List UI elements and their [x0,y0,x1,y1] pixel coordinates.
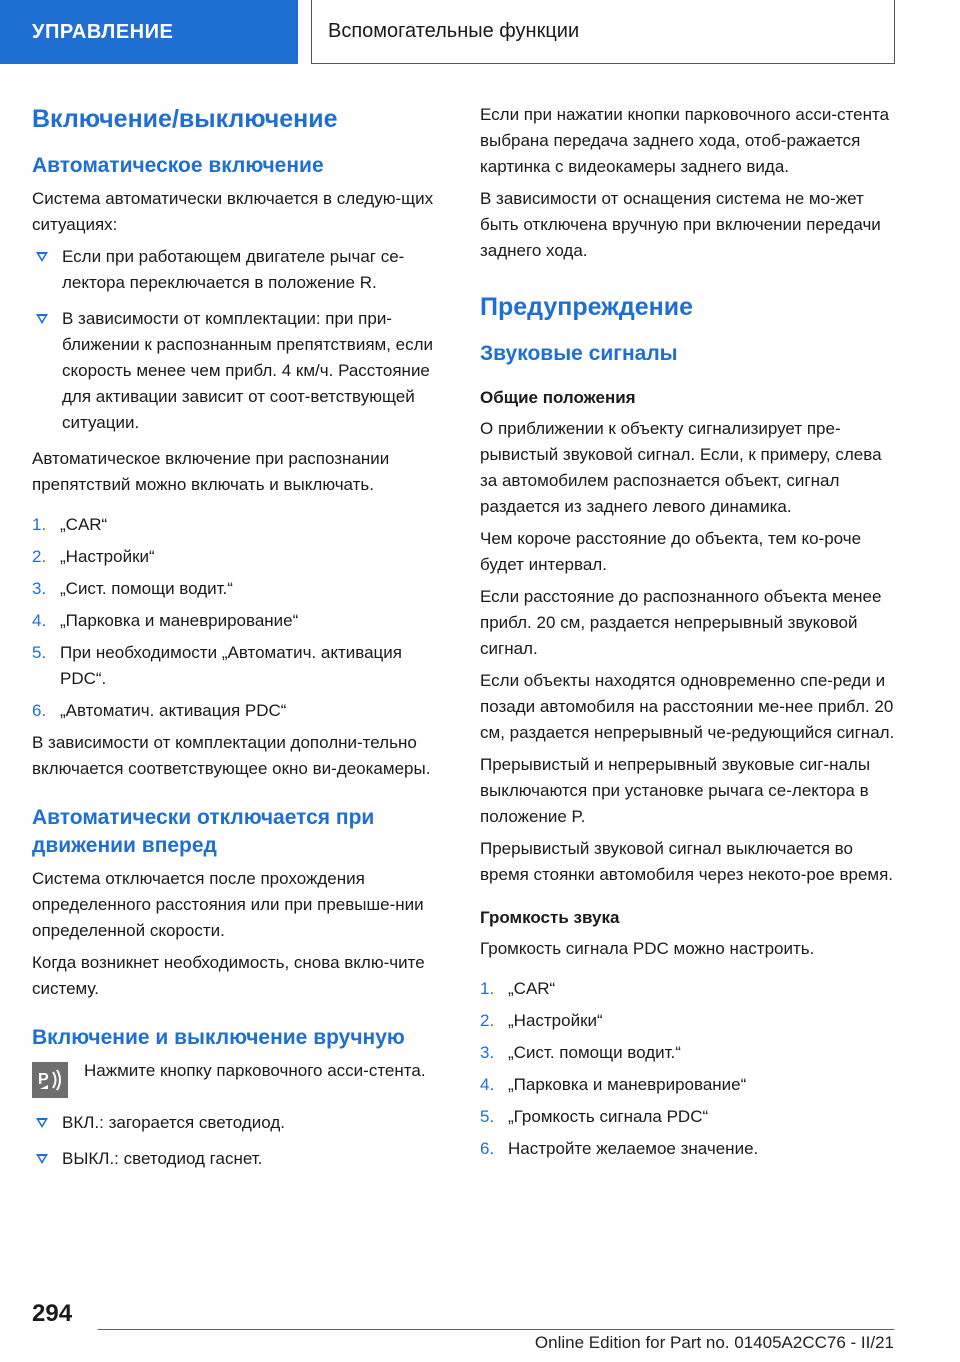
paragraph: Если расстояние до распознанного объекта менее прибл. 20 см, раздается непрерывный звуковой сигнал. [480,587,882,658]
step-item: 2. „Настройки“ [480,1011,603,1030]
paragraph: Прерывистый и непрерывный звуковые сиг-налы выключаются при установке рычага се-лектора в положение P. [480,755,871,826]
bullet-item: Если при работающем двигателе рычаг се-лектора переключается в положение R. [32,244,450,296]
step-item: 2. „Настройки“ [32,547,155,566]
paragraph: Прерывистый звуковой сигнал выключается во время стоянки автомобиля через некото-рое время. [480,839,894,884]
paragraph: О приближении к объекту сигнализирует пре-рывистый звуковой сигнал. Если, к примеру, слева за автомобилем распознается объект, сигнал раздается из заднего левого динамика. [480,419,882,516]
parking-assistant-button-icon [32,1062,68,1098]
header-chapter-label: Вспомогательные функции [328,20,580,42]
paragraph: Автоматическое включение при распознании препятствий можно включать и выключать. [32,449,390,494]
step-item: 4. „Парковка и маневрирование“ [480,1075,747,1094]
subsection-title-manual: Включение и выключение вручную [32,1026,405,1049]
subsection-title-sound: Звуковые сигналы [480,342,678,365]
step-item: 6. „Автоматич. активация PDC“ [32,701,287,720]
section-title-warning: Предупреждение [480,293,694,321]
paragraph: Система автоматически включается в следую-щих ситуациях: [32,189,434,234]
step-list [32,512,450,724]
footer-edition: Online Edition for Part no. 01405A2CC76 - II/21 [534,1333,894,1352]
paragraph: Чем короче расстояние до объекта, тем ко-роче будет интервал. [480,529,862,574]
step-item: 5. „Громкость сигнала PDC“ [480,1107,709,1126]
step-item: 1. „CAR“ [32,515,108,534]
svg-text:P: P [38,1071,49,1088]
bullet-list [32,244,450,436]
right-column [480,102,898,1168]
footer-divider [98,1329,894,1330]
subsection-title-auto-off: Автоматически отключается при движении вперед [32,806,375,857]
bullet-item: В зависимости от комплектации: при при-ближении к распознанным препятствиям, если скорость менее чем прибл. 4 км/ч. Расстояние для активации зависит от соот-ветствующей ситуации. [32,306,450,436]
header-chapter [311,0,895,64]
paragraph: Когда возникнет необходимость, снова вклю-чите систему. [32,953,425,998]
paragraph: Если объекты находятся одновременно спе-реди и позади автомобиля на расстоянии ме-нее прибл. 20 см, раздается непрерывный че-редующийся сигнал. [480,671,895,742]
step-item: 3. „Сист. помощи водит.“ [480,1043,681,1062]
step-item: 1. „CAR“ [480,979,556,998]
header-section-label: УПРАВЛЕНИЕ [32,20,174,43]
bullet-item: ВЫКЛ.: светодиод гаснет. [32,1146,450,1172]
bullet-item: ВКЛ.: загорается светодиод. [32,1110,450,1136]
paragraph: Если при нажатии кнопки парковочного асси-стента выбрана передача заднего хода, отоб-ражается картинка с видеокамеры заднего вида. [480,105,890,176]
step-item: 6. Настройте желаемое значение. [480,1139,759,1158]
triangle-bullet-icon [36,1154,48,1164]
paragraph: Система отключается после прохождения определенного расстояния или при превыше-нии определенной скорости. [32,869,424,940]
section-title-on-off: Включение/выключение [32,105,338,133]
paragraph: Громкость сигнала PDC можно настроить. [480,939,815,958]
triangle-bullet-icon [36,252,48,262]
step-item: 4. „Парковка и маневрирование“ [32,611,299,630]
header-section [0,0,298,64]
step-item: 3. „Сист. помощи водит.“ [32,579,233,598]
paragraph: В зависимости от оснащения система не мо-жет быть отключена вручную при включении передачи заднего хода. [480,189,881,260]
triangle-bullet-icon [36,1118,48,1128]
left-column [32,96,450,1182]
paragraph: Нажмите кнопку парковочного асси-стента. [84,1061,426,1080]
icon-instruction [32,1058,450,1098]
triangle-bullet-icon [36,314,48,324]
step-list [480,976,898,1162]
paragraph: В зависимости от комплектации дополни-тельно включается соответствующее окно ви-деокамеры. [32,733,431,778]
subheading-general: Общие положения [480,388,636,407]
page-number: 294 [32,1300,73,1327]
bullet-list [32,1110,450,1172]
subsection-title-auto-on: Автоматическое включение [32,154,324,177]
subheading-volume: Громкость звука [480,908,620,927]
step-item: 5. При необходимости „Автоматич. активация PDC“. [32,643,402,688]
